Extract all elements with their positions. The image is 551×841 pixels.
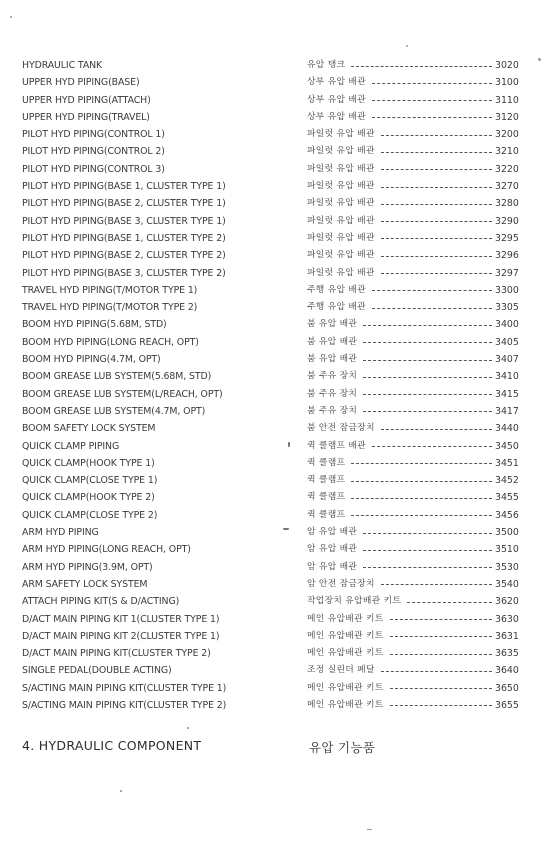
leader-dashes (363, 411, 492, 412)
item-name-english: UPPER HYD PIPING(BASE) (22, 77, 140, 89)
page-number: 3410 (495, 371, 519, 383)
page-number: 3631 (495, 630, 519, 642)
index-row (22, 316, 532, 333)
item-name-korean: 암 유압 배관 (307, 544, 358, 555)
index-row (22, 645, 532, 662)
index-row (22, 576, 532, 593)
item-name-english: TRAVEL HYD PIPING(T/MOTOR TYPE 1) (22, 284, 198, 296)
item-name-korean: 유압 탱크 (307, 60, 346, 70)
index-row (22, 109, 532, 126)
item-name-english: BOOM HYD PIPING(5.68M, STD) (22, 319, 167, 331)
leader-dashes (363, 325, 492, 326)
page-number: 3220 (495, 163, 519, 175)
item-name-korean: 파일럿 유압 배관 (307, 129, 375, 140)
item-name-english: BOOM HYD PIPING(4.7M, OPT) (22, 354, 161, 366)
item-name-english: QUICK CLAMP(CLOSE TYPE 2) (22, 509, 158, 521)
leader-dashes (390, 688, 492, 689)
item-name-english: PILOT HYD PIPING(BASE 1, CLUSTER TYPE 1) (22, 181, 226, 193)
leader-dashes (372, 308, 492, 309)
leader-dashes (390, 636, 492, 637)
item-name-english: QUICK CLAMP(HOOK TYPE 1) (22, 457, 155, 469)
leader-dashes (363, 550, 492, 551)
page-number: 3407 (495, 354, 519, 366)
item-name-english: PILOT HYD PIPING(BASE 2, CLUSTER TYPE 1) (22, 198, 226, 210)
index-row (22, 611, 532, 628)
leader-dashes (381, 204, 492, 205)
item-name-korean: 파일럿 유압 배관 (307, 163, 375, 174)
item-name-korean: 상부 유압 배관 (307, 111, 366, 122)
index-row (22, 368, 532, 385)
item-name-korean: 붐 주유 장치 (307, 388, 358, 399)
item-name-english: PILOT HYD PIPING(BASE 3, CLUSTER TYPE 2) (22, 267, 226, 279)
index-row (22, 438, 532, 455)
page-number: 3400 (495, 319, 519, 331)
item-name-korean: 파일럿 유압 배관 (307, 215, 375, 226)
item-name-english: PILOT HYD PIPING(CONTROL 2) (22, 146, 165, 158)
item-name-english: BOOM HYD PIPING(LONG REACH, OPT) (22, 336, 199, 348)
item-name-korean: 상부 유압 배관 (307, 77, 366, 88)
leader-dashes (381, 187, 492, 188)
item-name-korean: 파일럿 유압 배관 (307, 181, 375, 192)
scan-speck (367, 829, 372, 830)
leader-dashes (390, 619, 492, 620)
leader-dashes (381, 273, 492, 274)
leader-dashes (372, 446, 492, 447)
item-name-english: UPPER HYD PIPING(ATTACH) (22, 94, 151, 106)
scan-speck (187, 727, 189, 729)
index-row (22, 92, 532, 109)
page-number: 3415 (495, 388, 519, 400)
index-row (22, 420, 532, 437)
item-name-english: D/ACT MAIN PIPING KIT 1(CLUSTER TYPE 1) (22, 613, 220, 625)
leader-dashes (381, 238, 492, 239)
section-heading-korean: 유압 기능품 (309, 740, 376, 755)
index-row (22, 247, 532, 264)
leader-dashes (351, 481, 492, 482)
page-number: 3405 (495, 336, 519, 348)
item-name-korean: 파일럿 유압 배관 (307, 146, 375, 157)
leader-dashes (363, 567, 492, 568)
item-name-korean: 메인 유압배관 키트 (307, 699, 384, 710)
item-name-english: PILOT HYD PIPING(BASE 1, CLUSTER TYPE 2) (22, 232, 226, 244)
scan-speck (283, 528, 289, 530)
page-number: 3456 (495, 509, 519, 521)
leader-dashes (381, 135, 492, 136)
page-number: 3640 (495, 665, 519, 677)
item-name-english: ARM HYD PIPING(3.9M, OPT) (22, 561, 153, 573)
page-number: 3630 (495, 613, 519, 625)
item-name-english: BOOM GREASE LUB SYSTEM(5.68M, STD) (22, 371, 212, 383)
page-number: 3020 (495, 60, 519, 71)
index-row (22, 282, 532, 299)
index-row (22, 299, 532, 316)
item-name-korean: 메인 유압배관 키트 (307, 682, 384, 693)
page-number: 3530 (495, 561, 519, 573)
page-number: 3452 (495, 475, 519, 487)
leader-dashes (381, 256, 492, 257)
page-number: 3295 (495, 232, 519, 244)
item-name-korean: 작업장치 유압배관 키트 (307, 596, 402, 607)
leader-dashes (363, 377, 492, 378)
index-row (22, 628, 532, 645)
item-name-korean: 암 유압 배관 (307, 561, 358, 572)
leader-dashes (381, 671, 492, 672)
page-number: 3290 (495, 215, 519, 227)
item-name-english: TRAVEL HYD PIPING(T/MOTOR TYPE 2) (22, 302, 198, 314)
item-name-english: UPPER HYD PIPING(TRAVEL) (22, 111, 150, 123)
item-name-korean: 퀵 클램프 (307, 457, 346, 468)
item-name-korean: 조정 실린더 페달 (307, 665, 375, 676)
index-row (22, 662, 532, 679)
scan-speck (538, 58, 541, 61)
page-number: 3655 (495, 699, 519, 711)
leader-dashes (351, 66, 492, 67)
leader-dashes (351, 463, 492, 464)
page-number: 3650 (495, 682, 519, 694)
item-name-english: BOOM SAFETY LOCK SYSTEM (22, 423, 156, 435)
scan-speck (406, 45, 408, 47)
page-number: 3297 (495, 267, 519, 279)
item-name-korean: 주행 유압 배관 (307, 302, 366, 313)
index-row (22, 334, 532, 351)
leader-dashes (390, 654, 492, 655)
item-name-korean: 퀵 클램프 배관 (307, 440, 366, 451)
page-number: 3270 (495, 181, 519, 193)
item-name-korean: 붐 유압 배관 (307, 354, 358, 365)
page-number: 3110 (495, 94, 519, 106)
item-name-english: BOOM GREASE LUB SYSTEM(L/REACH, OPT) (22, 388, 223, 400)
index-row (22, 697, 532, 714)
index-row (22, 559, 532, 576)
leader-dashes (381, 221, 492, 222)
index-row (22, 386, 532, 403)
index-row (22, 161, 532, 178)
index-row (22, 143, 532, 160)
page-number: 3451 (495, 457, 519, 469)
item-name-korean: 파일럿 유압 배관 (307, 250, 375, 261)
item-name-korean: 붐 주유 장치 (307, 405, 358, 416)
item-name-korean: 퀵 클램프 (307, 492, 346, 503)
index-row (22, 472, 532, 489)
item-name-english: PILOT HYD PIPING(BASE 2, CLUSTER TYPE 2) (22, 250, 226, 262)
index-row (22, 455, 532, 472)
leader-dashes (372, 117, 492, 118)
index-row (22, 74, 532, 91)
leader-dashes (372, 290, 492, 291)
index-row (22, 213, 532, 230)
item-name-english: S/ACTING MAIN PIPING KIT(CLUSTER TYPE 2) (22, 699, 227, 711)
index-row (22, 524, 532, 541)
index-row (22, 57, 532, 74)
page-number: 3120 (495, 111, 519, 123)
scan-speck (288, 442, 290, 447)
item-name-korean: 메인 유압배관 키트 (307, 648, 384, 659)
item-name-english: PILOT HYD PIPING(CONTROL 3) (22, 163, 165, 175)
index-row (22, 230, 532, 247)
page-number: 3300 (495, 284, 519, 296)
item-name-english: QUICK CLAMP PIPING (22, 440, 120, 452)
page-number: 3500 (495, 527, 519, 539)
item-name-english: S/ACTING MAIN PIPING KIT(CLUSTER TYPE 1) (22, 682, 227, 694)
leader-dashes (351, 498, 492, 499)
item-name-english: SINGLE PEDAL(DOUBLE ACTING) (22, 665, 172, 677)
item-name-english: D/ACT MAIN PIPING KIT 2(CLUSTER TYPE 1) (22, 630, 220, 642)
item-name-english: D/ACT MAIN PIPING KIT(CLUSTER TYPE 2) (22, 648, 211, 660)
page-number: 3450 (495, 440, 519, 452)
page-number: 3210 (495, 146, 519, 158)
item-name-english: BOOM GREASE LUB SYSTEM(4.7M, OPT) (22, 405, 206, 417)
item-name-korean: 붐 주유 장치 (307, 371, 358, 382)
item-name-english: ATTACH PIPING KIT(S & D/ACTING) (22, 596, 180, 608)
item-name-english: ARM HYD PIPING (22, 527, 99, 539)
item-name-korean: 암 안전 잠금장치 (307, 578, 375, 589)
leader-dashes (372, 83, 492, 84)
item-name-korean: 퀵 클램프 (307, 509, 346, 520)
item-name-korean: 파일럿 유압 배관 (307, 267, 375, 278)
index-row (22, 680, 532, 697)
leader-dashes (363, 533, 492, 534)
page-number: 3296 (495, 250, 519, 262)
index-row (22, 403, 532, 420)
leader-dashes (381, 169, 492, 170)
page-number: 3440 (495, 423, 519, 435)
item-name-korean: 상부 유압 배관 (307, 94, 366, 105)
item-name-english: QUICK CLAMP(CLOSE TYPE 1) (22, 475, 158, 487)
leader-dashes (381, 152, 492, 153)
leader-dashes (381, 429, 492, 430)
leader-dashes (363, 342, 492, 343)
item-name-korean: 붐 유압 배관 (307, 319, 358, 330)
index-row (22, 489, 532, 506)
leader-dashes (372, 100, 492, 101)
index-row (22, 507, 532, 524)
page-number: 3417 (495, 405, 519, 417)
index-row (22, 178, 532, 195)
section-heading: 4. HYDRAULIC COMPONENT (22, 738, 202, 753)
item-name-korean: 퀵 클램프 (307, 475, 346, 486)
item-name-korean: 암 유압 배관 (307, 527, 358, 538)
leader-dashes (363, 360, 492, 361)
item-name-english: PILOT HYD PIPING(CONTROL 1) (22, 129, 165, 141)
item-name-english: ARM HYD PIPING(LONG REACH, OPT) (22, 544, 191, 556)
item-name-korean: 파일럿 유압 배관 (307, 198, 375, 209)
page-number: 3620 (495, 596, 519, 608)
item-name-korean: 메인 유압배관 키트 (307, 630, 384, 641)
item-name-english: PILOT HYD PIPING(BASE 3, CLUSTER TYPE 1) (22, 215, 226, 227)
index-row (22, 351, 532, 368)
item-name-korean: 붐 유압 배관 (307, 336, 358, 347)
item-name-english: QUICK CLAMP(HOOK TYPE 2) (22, 492, 155, 504)
item-name-korean: 메인 유압배관 키트 (307, 613, 384, 624)
item-name-korean: 붐 안전 잠금장치 (307, 423, 375, 434)
page-number: 3100 (495, 77, 519, 89)
page-number: 3305 (495, 302, 519, 314)
index-row (22, 593, 532, 610)
index-row (22, 265, 532, 282)
page-number: 3455 (495, 492, 519, 504)
page-number: 3510 (495, 544, 519, 556)
leader-dashes (381, 584, 492, 585)
page-number: 3540 (495, 578, 519, 590)
item-name-korean: 주행 유압 배관 (307, 284, 366, 295)
index-row (22, 541, 532, 558)
scan-speck (120, 790, 122, 792)
leader-dashes (363, 394, 492, 395)
leader-dashes (351, 515, 492, 516)
page-number: 3280 (495, 198, 519, 210)
item-name-english: ARM SAFETY LOCK SYSTEM (22, 578, 148, 590)
leader-dashes (390, 705, 492, 706)
index-row (22, 126, 532, 143)
index-row (22, 195, 532, 212)
page-number: 3200 (495, 129, 519, 141)
page-number: 3635 (495, 648, 519, 660)
scan-speck (10, 16, 12, 18)
item-name-korean: 파일럿 유압 배관 (307, 232, 375, 243)
item-name-english: HYDRAULIC TANK (22, 60, 103, 71)
leader-dashes (407, 602, 492, 603)
parts-index-list (22, 57, 532, 714)
